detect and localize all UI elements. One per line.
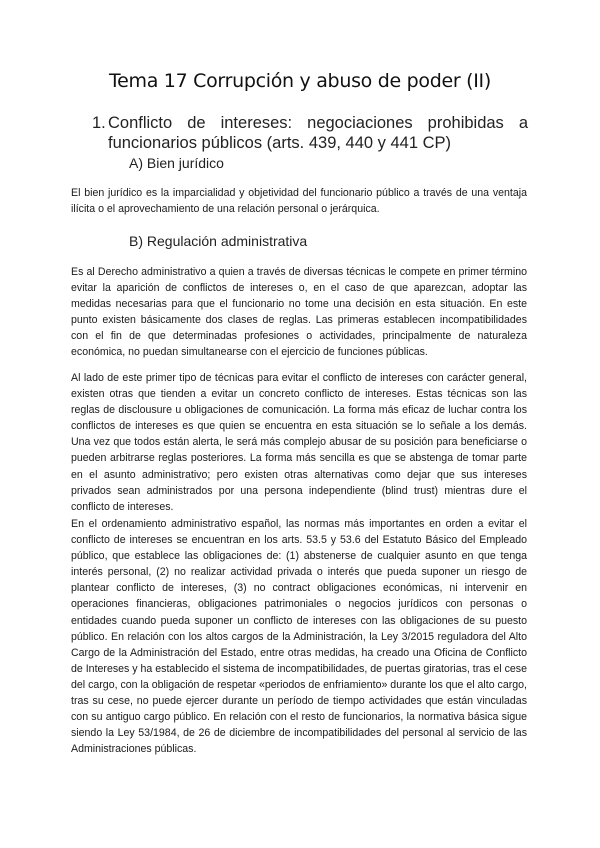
section-1-heading	[92, 113, 528, 153]
paragraph-regulacion-2: Al lado de este primer tipo de técnicas para evitar el conflicto de intereses con carácter general, existen otras que tienden a evitar un concreto conflicto de intereses. Estas técnicas son las reglas de disclousure u obligaciones de comunicación. La forma más eficaz de luchar contra los conflictos de intereses es que quien se encuentra en esta situación se lo señale a los demás. Una vez que todos están alerta, le será más complejo abusar de su posición para beneficiarse o pueden arbitrarse reglas posteriores. La forma más sencilla es que se abstenga de tomar parte en el asunto administrativo; pero existen otras alternativas como dejar que sus intereses privados sean administrados por una persona independiente (blind trust) mientras dure el conflicto de intereses.	[71, 372, 527, 513]
subsection-b-heading: B) Regulación administrativa	[129, 233, 308, 249]
paragraph-regulacion-3: En el ordenamiento administrativo español, las normas más importantes en orden a evitar el conflicto de intereses se encuentran en los arts. 53.5 y 53.6 del Estatuto Básico del Empleado público, que establece las obligaciones de: (1) abstenerse de cualquier asunto en que tenga interés personal, (2) no realizar actividad privada o interés que pueda suponer un riesgo de plantear conflicto de intereses, (3) no contract obligaciones económicas, ni intervenir en operaciones financieras, obligaciones patrimoniales o negocios jurídicos con personas o entidades cuando pueda suponer un conflicto de intereses con las obligaciones de su puesto público. En relación con los altos cargos de la Administración, la Ley 3/2015 reguladora del Alto Cargo de la Administración del Estado, entre otras medidas, ha creado una Oficina de Conflicto de Intereses y ha establecido el sistema de incompatibilidades, de puertas giratorias, tras el cese del cargo, con la obligación de respetar «periodos de enfriamiento» durante los que el alto cargo, tras su cese, no puede ejercer durante un período de tiempo actividades que están vinculadas con su antiguo cargo público. En relación con el resto de funcionarios, la normativa básica sigue siendo la Ley 53/1984, de 26 de diciembre de incompatibilidades del personal al servicio de las Administraciones públicas.	[71, 518, 527, 756]
section-1-title: Conflicto de intereses: negociaciones prohibidas a funcionarios públicos (arts. 439, 440 y 441 CP)	[108, 114, 528, 152]
paragraph-regulacion-1: Es al Derecho administrativo a quien a través de diversas técnicas le compete en primer término evitar la aparición de conflictos de intereses o, en el caso de que aparezcan, adoptar las medidas necesarias para que el funcionario no tome una decisión en esta situación. En este punto existen básicamente dos clases de reglas. Las primeras establecen incompatibilidades con el fin de que determinadas profesiones o actividades, principalmente de naturaleza económica, no puedan simultanearse con el ejercicio de funciones públicas.	[71, 266, 527, 359]
paragraph-bien-juridico: El bien jurídico es la imparcialidad y objetividad del funcionario público a través de una ventaja ilícita o el aprovechamiento de una relación personal o jerárquica.	[71, 187, 527, 216]
subsection-a-heading: A) Bien jurídico	[129, 155, 224, 171]
page-title: Tema 17 Corrupción y abuso de poder (II)	[109, 70, 491, 92]
section-1-number: 1.	[92, 114, 106, 132]
